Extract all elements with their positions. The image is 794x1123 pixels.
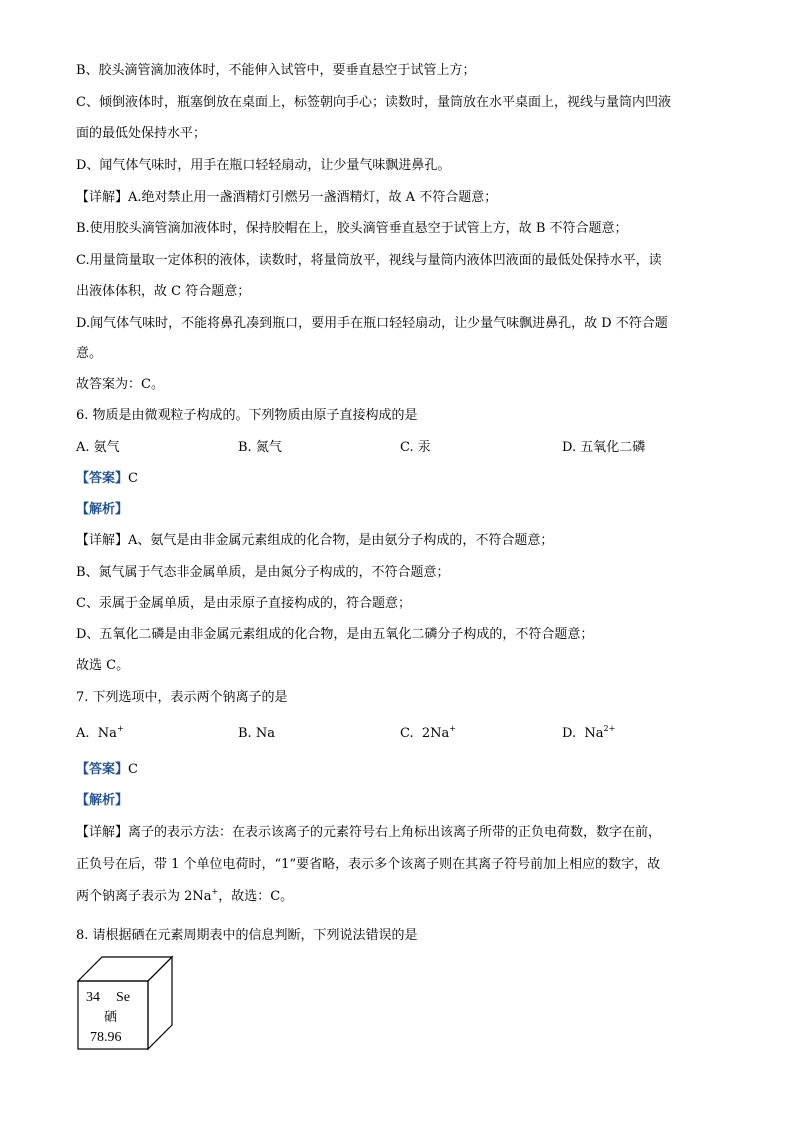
answer-value: C bbox=[128, 762, 138, 777]
q7-option-b: B. Na bbox=[238, 726, 275, 741]
q7-option-d bbox=[562, 725, 615, 743]
detail-line-d2: 意。 bbox=[76, 346, 103, 361]
detail-text-pre: 两个钠离子表示为 2Na bbox=[76, 889, 212, 904]
q8-stem: 8. 请根据硒在元素周期表中的信息判断，下列说法错误的是 bbox=[76, 928, 418, 943]
conclusion: 故答案为：C。 bbox=[76, 377, 164, 392]
q7-option-c bbox=[400, 725, 456, 743]
detail-text-a: A.绝对禁止用一盏酒精灯引燃另一盏酒精灯，故 A 不符合题意； bbox=[128, 190, 498, 205]
answer-label: 【答案】 bbox=[76, 471, 129, 486]
q7-stem: 7. 下列选项中，表示两个钠离子的是 bbox=[76, 690, 288, 705]
q7-detail-1 bbox=[76, 824, 661, 842]
formula: 2Na bbox=[421, 726, 450, 741]
option-letter: A. bbox=[76, 726, 90, 741]
charge: + bbox=[116, 724, 124, 733]
element-name: 硒 bbox=[104, 1010, 118, 1025]
q7-detail-2: 正负号在后，带 1 个单位电荷时，“1”要省略，表示多个该离子则在其离子符号前加上相应的数字，故 bbox=[76, 857, 661, 872]
option-letter: C. bbox=[400, 726, 414, 741]
q6-option-b: B. 氮气 bbox=[238, 440, 282, 455]
charge: + bbox=[211, 887, 219, 896]
tile-side-face bbox=[148, 957, 172, 1049]
element-tile-selenium bbox=[76, 955, 196, 1055]
q7-detail-3 bbox=[76, 888, 293, 906]
charge: + bbox=[449, 724, 456, 733]
option-b-explanation: B、胶头滴管滴加液体时，不能伸入试管中，要垂直悬空于试管上方； bbox=[76, 63, 476, 78]
detail-label: 【详解】 bbox=[76, 825, 129, 840]
q6-detail-d: D、五氧化二磷是由非金属元素组成的化合物，是由五氧化二磷分子构成的，不符合题意； bbox=[76, 627, 594, 642]
q6-option-a: A. 氨气 bbox=[76, 440, 120, 455]
detail-line-c2: 出液体体积，故 C 符合题意； bbox=[76, 284, 251, 299]
option-d-explanation: D、闻气体气味时，用手在瓶口轻轻扇动，让少量气味飘进鼻孔。 bbox=[76, 158, 451, 173]
detail-label: 【详解】 bbox=[76, 190, 129, 205]
detail-line-a bbox=[76, 189, 497, 207]
q7-answer bbox=[76, 761, 138, 779]
tile-top-face bbox=[78, 957, 172, 981]
atomic-mass: 78.96 bbox=[90, 1030, 122, 1045]
formula: Na bbox=[97, 726, 117, 741]
answer-value: C bbox=[128, 471, 138, 486]
q6-detail-b: B、氮气属于气态非金属单质，是由氮分子构成的，不符合题意； bbox=[76, 565, 450, 580]
analysis-label: 【解析】 bbox=[76, 793, 129, 808]
q6-detail-a bbox=[76, 532, 553, 550]
option-c-explanation-line2: 面的最低处保持水平； bbox=[76, 126, 207, 141]
atomic-number: 34 bbox=[86, 990, 100, 1005]
q7-option-a bbox=[76, 725, 124, 743]
option-c-explanation-line1: C、倾倒液体时，瓶塞倒放在桌面上，标签朝向手心；读数时，量筒放在水平桌面上，视线与量筒内凹液 bbox=[76, 95, 671, 110]
detail-label: 【详解】 bbox=[76, 533, 129, 548]
detail-text-post: ，故选：C。 bbox=[218, 889, 294, 904]
q6-detail-c: C、汞属于金属单质，是由汞原子直接构成的，符合题意； bbox=[76, 596, 411, 611]
q6-analysis-label bbox=[76, 501, 128, 519]
option-letter: D. bbox=[562, 726, 577, 741]
q6-option-d: D. 五氧化二磷 bbox=[562, 440, 646, 455]
q6-answer bbox=[76, 470, 138, 488]
detail-line-c1: C.用量筒量取一定体积的液体，读数时，将量筒放平，视线与量筒内液体凹液面的最低处保持水平，读 bbox=[76, 253, 662, 268]
answer-label: 【答案】 bbox=[76, 762, 129, 777]
q6-stem: 6. 物质是由微观粒子构成的。下列物质由原子直接构成的是 bbox=[76, 408, 418, 423]
detail-text: 离子的表示方法：在表示该离子的元素符号右上角标出该离子所带的正负电荷数，数字在前， bbox=[128, 825, 662, 840]
charge: 2+ bbox=[603, 724, 616, 733]
q7-analysis-label bbox=[76, 792, 128, 810]
formula: Na bbox=[584, 726, 604, 741]
detail-text: A、氨气是由非金属元素组成的化合物，是由氨分子构成的，不符合题意； bbox=[128, 533, 554, 548]
q6-option-c: C. 汞 bbox=[400, 440, 431, 455]
element-symbol: Se bbox=[116, 990, 130, 1005]
q6-conclusion: 故选 C。 bbox=[76, 658, 130, 673]
detail-line-d1: D.闻气体气味时，不能将鼻孔凑到瓶口，要用手在瓶口轻轻扇动，让少量气味飘进鼻孔，故 D 不符合题 bbox=[76, 316, 668, 331]
detail-line-b: B.使用胶头滴管滴加液体时，保持胶帽在上，胶头滴管垂直悬空于试管上方，故 B 不符合题意； bbox=[76, 221, 628, 236]
analysis-label: 【解析】 bbox=[76, 502, 129, 517]
